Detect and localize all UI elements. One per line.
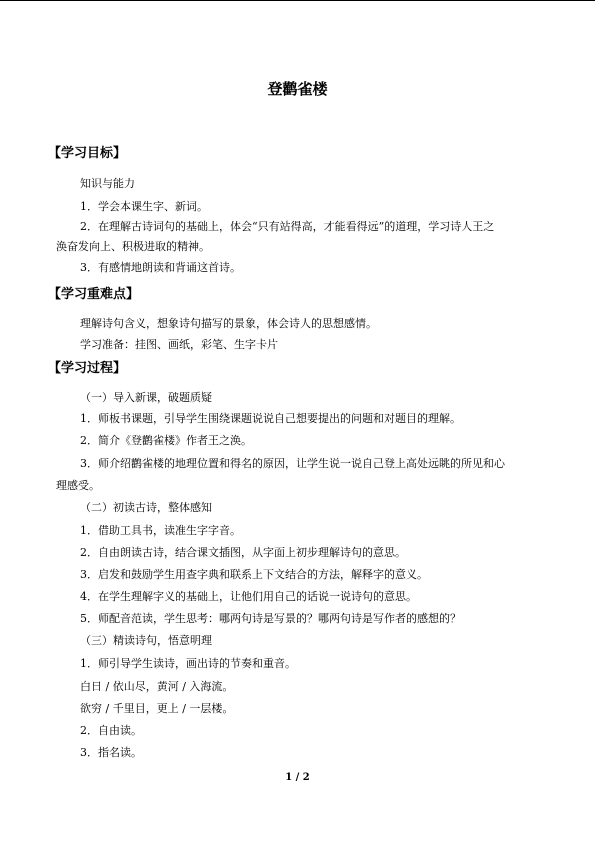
process-line: 5．师配音范读，学生思考：哪两句诗是写景的？哪两句诗是写作者的感想的？ <box>80 612 461 625</box>
section-heading-goals: 【学习目标】 <box>48 146 127 161</box>
process-line: 2．简介《登鹳雀楼》作者王之涣。 <box>80 434 252 447</box>
key-points-line: 理解诗句含义，想象诗句描写的景象，体会诗人的思想感情。 <box>80 317 377 330</box>
process-line: 3．启发和鼓励学生用查字典和联系上下文结合的方法，解释字的意义。 <box>80 568 428 581</box>
poem-line: 白日 / 依山尽，黄河 / 入海流。 <box>80 680 234 693</box>
key-points-line: 学习准备：挂图、画纸，彩笔、生字卡片 <box>80 338 278 351</box>
process-line: （二）初读古诗，整体感知 <box>80 501 212 514</box>
process-line: （三）精读诗句，悟意明理 <box>80 634 212 647</box>
goals-line: 涣奋发向上、积极进取的精神。 <box>56 240 210 253</box>
process-line: 4．在学生理解字义的基础上，让他们用自己的话说一说诗句的意思。 <box>80 590 417 603</box>
page-number: 1 / 2 <box>285 772 310 783</box>
process-line: 1．借助工具书，读准生字字音。 <box>80 524 241 537</box>
goals-line: 3．有感情地朗读和背诵这首诗。 <box>80 261 241 274</box>
process-line: 3．师介绍鹳雀楼的地理位置和得名的原因，让学生说一说自己登上高处远眺的所见和心 <box>80 457 505 470</box>
top-rule <box>0 0 595 1</box>
goals-line: 2．在理解古诗词句的基础上，体会“只有站得高，才能看得远”的道理，学习诗人王之 <box>80 220 495 233</box>
poem-line: 欲穷 / 千里目，更上 / 一层楼。 <box>80 702 234 715</box>
section-heading-key-points: 【学习重难点】 <box>48 287 140 302</box>
process-line: 1．师引导学生读诗，画出诗的节奏和重音。 <box>80 657 296 670</box>
section-heading-process: 【学习过程】 <box>48 361 127 376</box>
process-line: （一）导入新课，破题质疑 <box>80 391 212 404</box>
page-title: 登鹳雀楼 <box>267 80 328 98</box>
process-line: 2．自由读。 <box>80 724 142 737</box>
process-line: 2．自由朗读古诗，结合课文插图，从字面上初步理解诗句的意思。 <box>80 546 406 559</box>
process-line: 1．师板书课题，引导学生围绕课题说说自己想要提出的问题和对题目的理解。 <box>80 412 461 425</box>
goals-line: 知识与能力 <box>80 177 135 190</box>
goals-line: 1．学会本课生字、新词。 <box>80 200 208 213</box>
process-line: 3．指名读。 <box>80 746 142 759</box>
process-line: 理感受。 <box>56 479 100 492</box>
